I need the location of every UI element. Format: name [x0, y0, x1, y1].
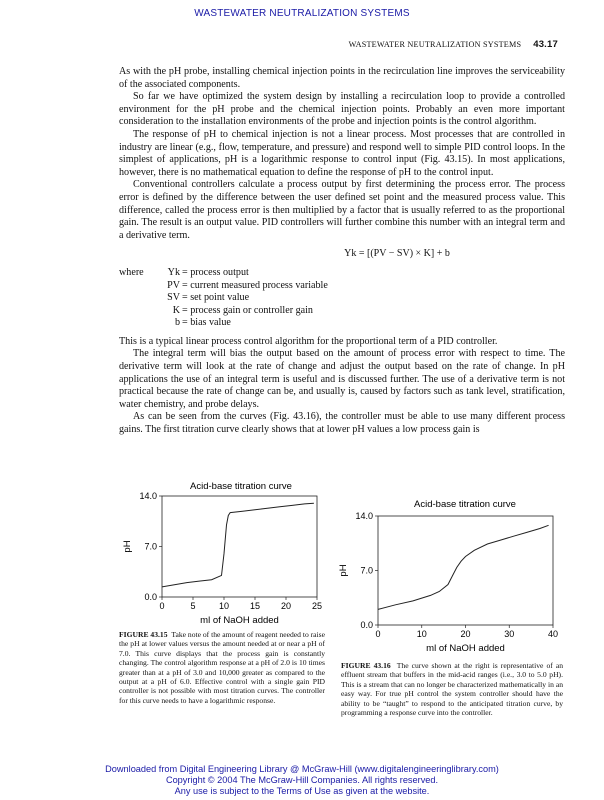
page-number: 43.17: [533, 39, 558, 50]
x-tick-label: 20: [460, 629, 471, 639]
series-line: [378, 525, 549, 609]
x-tick-label: 40: [547, 629, 559, 639]
definitions-list: [119, 267, 565, 330]
titration-chart-43-16: [330, 494, 570, 664]
paragraph: Conventional controllers calculate a process output by first determining the process error. The process error is defined by the difference between the user defined set point and the measured process value. This difference, called the process error is then multiplied by a factor that is usually referred to as the proportional gain. The result is an output value. PID controllers will further combine this number with an integral term and a derivative term.: [119, 179, 565, 241]
definition-symbol: Yk: [167, 266, 180, 278]
definition-symbol: b: [174, 317, 180, 329]
footer: [0, 764, 604, 797]
download-banner: WASTEWATER NEUTRALIZATION SYSTEMS: [194, 8, 410, 19]
x-tick-label: 0: [375, 629, 381, 639]
definition-row: [119, 317, 565, 330]
definition-text: = process output: [182, 266, 249, 278]
paragraph: As with the pH probe, installing chemical injection points in the recirculation line improves the serviceability of the associated components.: [119, 66, 565, 90]
y-axis-label: pH: [122, 540, 133, 553]
definition-symbol: PV: [167, 279, 180, 291]
definition-symbol: K: [172, 304, 180, 316]
definition-row: [119, 267, 565, 280]
x-tick-label: 25: [311, 601, 323, 611]
titration-chart-43-15: [110, 476, 340, 626]
paragraph: This is a typical linear process control algorithm for the proportional term of a PID controller.: [119, 335, 498, 347]
footer-line: Any use is subject to the Terms of Use as given at the website.: [174, 786, 430, 796]
definition-row: [119, 292, 565, 305]
figure-caption-43-16: [341, 661, 563, 717]
chart-title: Acid-base titration curve: [190, 481, 292, 492]
x-tick-label: 15: [249, 601, 261, 611]
x-tick-label: 10: [416, 629, 427, 639]
definition-text: = bias value: [182, 317, 231, 329]
paragraph: The response of pH to chemical injection is not a linear process. Most processes that are controlled in industry are linear (e.g., flow, temperature, and pressure) and respond well to simple PID control loops. In the simplest of applications, pH is a logarithmic response to control input (Fig. 43.15). In most applications, however, there is no mathematical equation to define the response of pH to the control input.: [119, 128, 565, 178]
footer-line: Copyright © 2004 The McGraw-Hill Companies. All rights reserved.: [165, 775, 439, 785]
chart-title: Acid-base titration curve: [414, 499, 516, 510]
definition-symbol: SV: [167, 292, 180, 304]
y-tick-label: 0.0: [360, 620, 373, 630]
y-tick-label: 14.0: [355, 511, 373, 521]
paragraph: As can be seen from the curves (Fig. 43.16), the controller must be able to use many different process gains. The first titration curve clearly shows that at lower pH values a low process gain is: [119, 411, 565, 436]
caption-text: Take note of the amount of reagent needed to raise the pH at lower values versus the amount needed at or near a pH of 7.0. This curve displays that the process gain is constantly changing. The control algorithm response at a pH of 2.0 is 10 times greater than at a pH of 3.0 and 10,000 greater as compared to the output at a pH of 6.0. Effective control with a single gain PID controller is not possible with most titration curves. The controller for this curve needs to have a logarithmic response.: [119, 630, 325, 705]
y-tick-label: 7.0: [360, 565, 373, 576]
x-tick-label: 5: [190, 601, 196, 611]
where-label: where: [119, 266, 144, 278]
running-title: WASTEWATER NEUTRALIZATION SYSTEMS: [348, 40, 522, 49]
definition-row: [119, 305, 565, 318]
caption-text: The curve shown at the right is representative of an effluent stream that buffers in the mid-acid ranges (i.e., 3.0 to 5.0 pH). This is a stream that can no longer be characterized mathematically in an easy way. For true pH control the system controller should have the ability to be “taught” to respond to the anticipated titration curve, by programming a response curve into the controller.: [341, 661, 563, 718]
y-tick-label: 14.0: [139, 491, 157, 501]
x-tick-label: 10: [218, 601, 230, 611]
definition-text: = process gain or controller gain: [182, 304, 313, 316]
paragraph: The integral term will bias the output based on the amount of process error with respect to time. The derivative term will look at the rate of change and adjust the output based on the rate of change. In pH applications the use of an integral term is useful and is discussed further. The use of a derivative term is not practical because the rate of change can be, and usually is, caused by factors such as tank level, stratification, water chemistry, and probe delays.: [119, 348, 565, 410]
footer-line: Downloaded from Digital Engineering Library @ McGraw-Hill (www.digitalengineeringlibrary.com): [105, 764, 499, 774]
x-tick-label: 30: [504, 629, 515, 639]
y-axis-label: pH: [338, 564, 349, 577]
body-text: [119, 66, 565, 437]
figure-label: FIGURE 43.15: [119, 630, 168, 639]
figure-label: FIGURE 43.16: [341, 661, 391, 670]
paragraph: So far we have optimized the system design by installing a recirculation loop to provide a controlled environment for the pH probe and the chemical injection points. Probably an even more important consideration to the installation environments of the probe and injection points is the control algorithm.: [119, 91, 565, 128]
x-tick-label: 20: [280, 601, 292, 611]
x-tick-label: 0: [159, 601, 165, 611]
definition-text: = set point value: [182, 292, 250, 304]
y-tick-label: 7.0: [144, 541, 157, 552]
running-head: [349, 39, 558, 50]
x-axis-label: ml of NaOH added: [200, 615, 279, 626]
equation: Yk = [(PV − SV) × K] + b: [344, 248, 450, 260]
series-line: [162, 503, 314, 587]
y-tick-label: 0.0: [144, 592, 157, 602]
definition-row: [119, 280, 565, 293]
x-axis-label: ml of NaOH added: [426, 643, 505, 654]
figure-caption-43-15: [119, 630, 325, 705]
definition-text: = current measured process variable: [182, 279, 328, 291]
